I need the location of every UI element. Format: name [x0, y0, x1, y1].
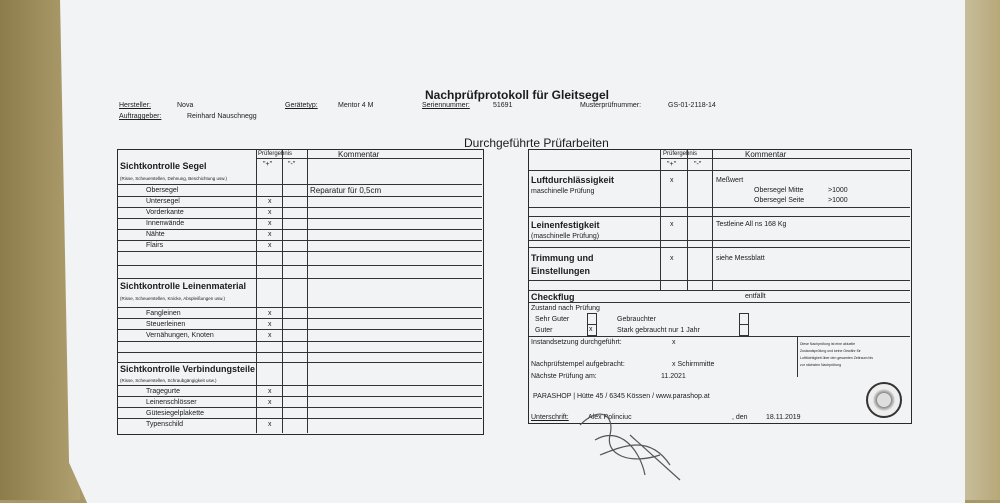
segel-row-mark: x [268, 231, 272, 238]
desk-right [960, 0, 1000, 500]
inspection-stamp [866, 382, 902, 418]
segel-row-comment: Reparatur für 0,5cm [310, 186, 382, 195]
stempel-label: Nachprüfstempel aufgebracht: [531, 361, 625, 368]
signature-date: 18.11.2019 [766, 414, 801, 421]
luft-comment: Meßwert [716, 177, 744, 184]
leinenfestigkeit-mark: x [670, 221, 674, 228]
leinen-row-mark: x [268, 321, 272, 328]
verb-row-label: Gütesiegelplakette [146, 410, 204, 417]
zustand-label: Zustand nach Prüfung [531, 305, 600, 312]
segel-row-mark: x [268, 198, 272, 205]
segel-row-mark: x [268, 209, 272, 216]
muster-value: GS-01-2118-14 [668, 102, 716, 109]
leinen-row-label: Steuerleinen [146, 321, 186, 328]
guter-checkbox-mark: x [589, 326, 593, 333]
right-minus-header: "-" [694, 161, 702, 168]
left-plus-header: "+" [263, 161, 273, 168]
luft-title: Luftdurchlässigkeit [531, 175, 615, 185]
naechste-pruefung-value: 11.2021 [661, 373, 686, 380]
verb-row-label: Typenschild [146, 421, 183, 428]
segel-row-label: Innenwände [146, 220, 185, 227]
seriennummer-value: 51691 [493, 102, 513, 109]
luft-obersegel-seite-label: Obersegel Seite [754, 197, 805, 204]
disclaimer-line: Diese Nachprüfung ist eine aktuelle [800, 342, 856, 346]
instandsetzung-mark: x [672, 339, 676, 346]
leinenfestigkeit-title: Leinenfestigkeit [531, 220, 600, 230]
left-pruefergebnis-header: Prüfergebnis [258, 151, 293, 157]
right-pruefergebnis-header: Prüfergebnis [663, 151, 698, 157]
segel-row-label: Flairs [146, 242, 164, 249]
zustand-stark: Stark gebraucht nur 1 Jahr [617, 327, 700, 334]
segel-subtitle: (Risse, Scheuerstellen, Dehnung, Beschichtung usw.) [120, 176, 228, 181]
geraetetyp-value: Mentor 4 M [338, 102, 374, 109]
verb-subtitle: (Risse, Scheuerstellen, Schraubgängigkeit usw.) [120, 378, 217, 383]
leinen-row-label: Vernähungen, Knoten [146, 332, 214, 339]
unterschrift-label: Unterschrift: [531, 414, 569, 421]
zustand-guter: Guter [535, 327, 553, 334]
leinen-title: Sichtkontrolle Leinenmaterial [120, 281, 247, 291]
left-minus-header: "-" [288, 161, 296, 168]
disclaimer-line: zur nächsten Nachprüfung [800, 363, 842, 367]
leinenfestigkeit-subtitle: (maschinelle Prüfung) [531, 233, 600, 240]
segel-row-label: Untersegel [146, 198, 180, 205]
trimmung-title: Trimmung und [531, 253, 594, 263]
verb-row-mark: x [268, 388, 272, 395]
trimmung-comment: siehe Messblatt [716, 255, 765, 262]
disclaimer-line: Zustandsprüfung und keine Gewähr für [800, 349, 861, 353]
zustand-sehr-guter: Sehr Guter [535, 316, 570, 323]
stempel-value: x Schirmmitte [672, 361, 715, 368]
segel-row-label: Vorderkante [146, 209, 184, 216]
verb-row-mark: x [268, 421, 272, 428]
verb-row-label: Leinenschlösser [146, 399, 197, 406]
verb-title: Sichtkontrolle Verbindungsteile [120, 364, 256, 374]
verb-row-mark: x [268, 399, 272, 406]
instandsetzung-label: Instandsetzung durchgeführt: [531, 339, 622, 346]
company-line: PARASHOP | Hütte 45 / 6345 Kössen / www.parashop.at [533, 393, 710, 400]
disclaimer-line: Lufttüchtigkeit über den gesamten Zeitraum bis [800, 356, 873, 360]
seriennummer-label: Seriennummer: [422, 102, 470, 109]
stark-checkbox [739, 324, 749, 336]
luft-obersegel-mitte-value: >1000 [828, 187, 848, 194]
auftraggeber-value: Reinhard Nauschnegg [187, 113, 257, 120]
verb-row-label: Tragegurte [146, 388, 180, 395]
handwritten-signature [570, 395, 690, 485]
hersteller-value: Nova [177, 102, 194, 109]
right-kommentar-header: Kommentar [745, 150, 787, 159]
signer-name: Alex Polinciuc [588, 414, 632, 421]
segel-row-mark: x [268, 242, 272, 249]
luft-obersegel-seite-value: >1000 [828, 197, 848, 204]
leinen-subtitle: (Risse, Scheuerstellen, Knicke, Abspleißungen usw.) [120, 296, 226, 301]
zustand-gebrauchter: Gebrauchter [617, 316, 656, 323]
checkflug-title: Checkflug [531, 292, 575, 302]
right-plus-header: "+" [667, 161, 677, 168]
segel-title: Sichtkontrolle Segel [120, 161, 207, 171]
checkflug-comment: entfällt [745, 293, 766, 300]
section-title: Durchgeführte Prüfarbeiten [464, 136, 609, 150]
leinenfestigkeit-comment: Testleine All ns 168 Kg [716, 221, 787, 228]
hersteller-label: Hersteller: [119, 102, 151, 109]
den-label: , den [732, 414, 748, 421]
trimmung-mark: x [670, 255, 674, 262]
leinen-row-mark: x [268, 332, 272, 339]
auftraggeber-label: Auftraggeber: [119, 113, 162, 120]
segel-row-label: Nähte [146, 231, 165, 238]
luft-obersegel-mitte-label: Obersegel Mitte [754, 187, 804, 194]
naechste-pruefung-label: Nächste Prüfung am: [531, 373, 597, 380]
segel-row-mark: x [268, 220, 272, 227]
luft-mark: x [670, 177, 674, 184]
leinen-row-label: Fangleinen [146, 310, 181, 317]
muster-label: Musterprüfnummer: [580, 102, 642, 109]
left-kommentar-header: Kommentar [338, 150, 380, 159]
luft-subtitle: maschinelle Prüfung [531, 188, 595, 195]
einstellungen-title: Einstellungen [531, 266, 591, 276]
document-title: Nachprüfprotokoll für Gleitsegel [425, 88, 610, 102]
geraetetyp-label: Gerätetyp: [285, 102, 318, 109]
segel-row-label: Obersegel [146, 187, 179, 194]
leinen-row-mark: x [268, 310, 272, 317]
